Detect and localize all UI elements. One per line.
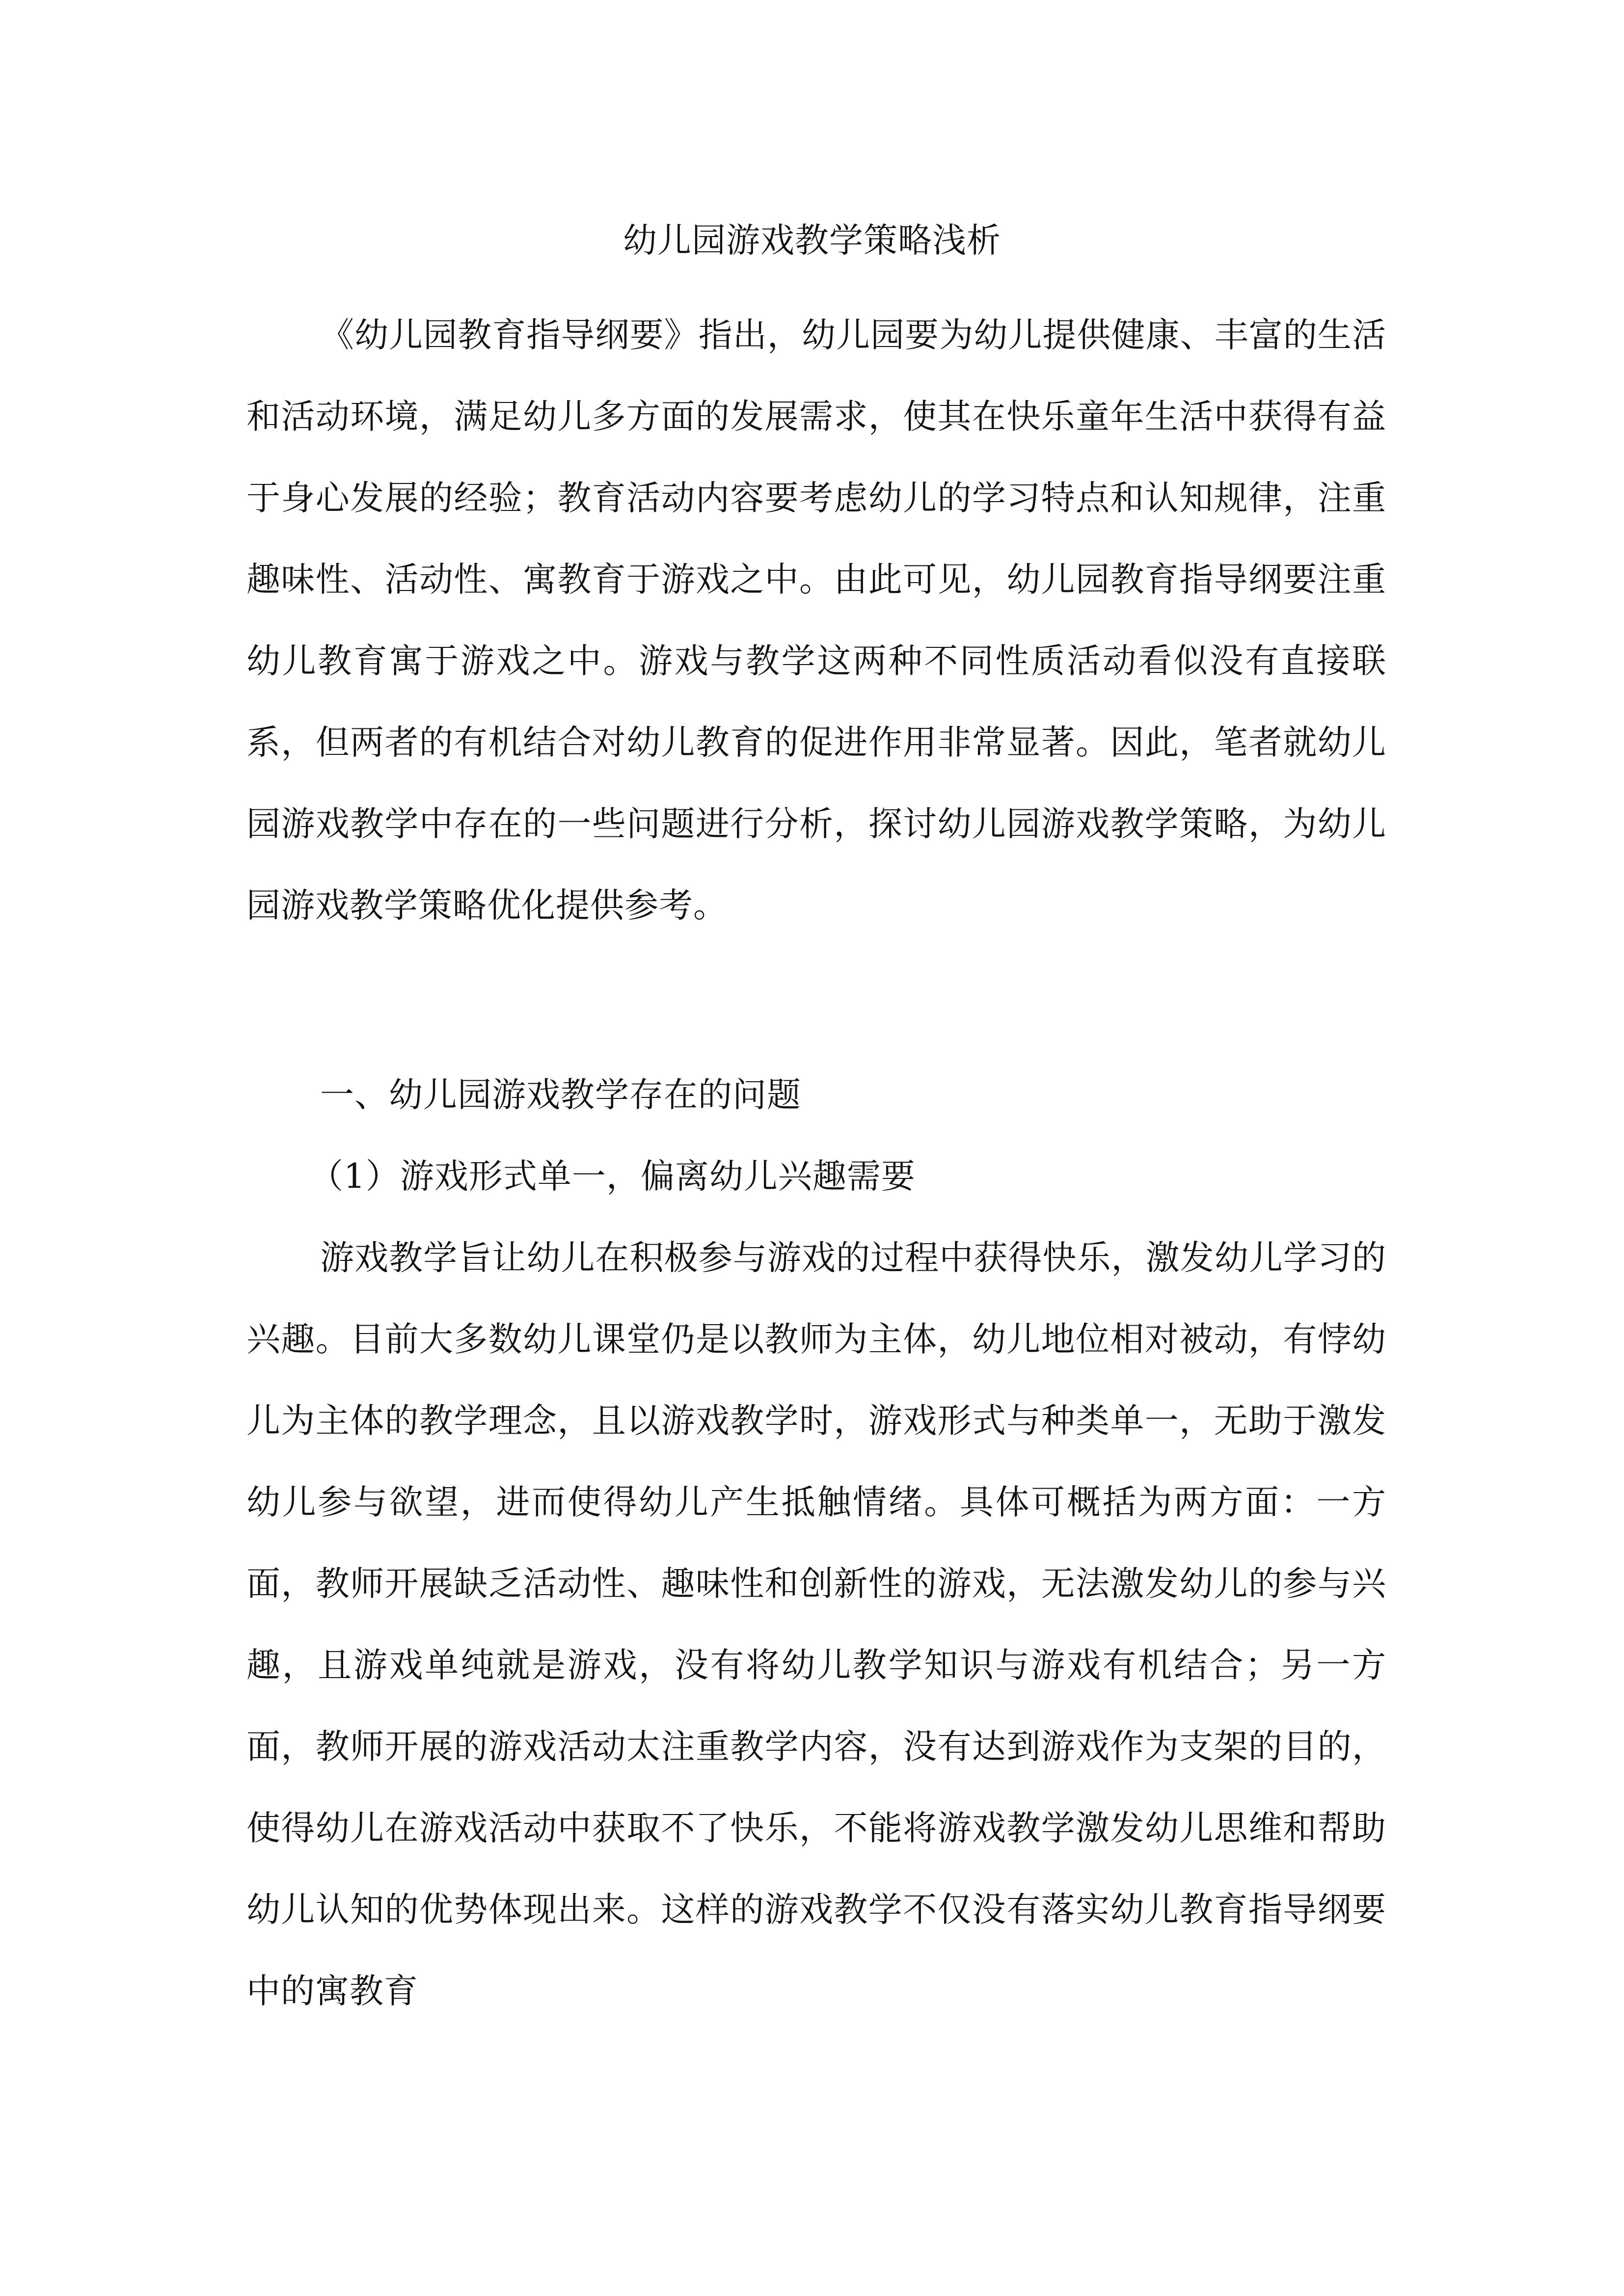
body-paragraph: 游戏教学旨让幼儿在积极参与游戏的过程中获得快乐，激发幼儿学习的兴趣。目前大多数幼儿课堂仍是以教师为主体，幼儿地位相对被动，有悖幼儿为主体的教学理念，且以游戏教学时，游戏形式与种类单一，无助于激发幼儿参与欲望，进而使得幼儿产生抵触情绪。具体可概括为两方面：一方面，教师开展缺乏活动性、趣味性和创新性的游戏，无法激发幼儿的参与兴趣，且游戏单纯就是游戏，没有将幼儿教学知识与游戏有机结合；另一方面，教师开展的游戏活动太注重教学内容，没有达到游戏作为支架的目的，使得幼儿在游戏活动中获取不了快乐，不能将游戏教学激发幼儿思维和帮助幼儿认知的优势体现出来。这样的游戏教学不仅没有落实幼儿教育指导纲要中的寓教育 bbox=[246, 1238, 1386, 2011]
section-heading: 一、幼儿园游戏教学存在的问题 bbox=[320, 1075, 801, 1115]
intro-paragraph: 《幼儿园教育指导纲要》指出，幼儿园要为幼儿提供健康、丰富的生活和活动环境，满足幼儿多方面的发展需求，使其在快乐童年生活中获得有益于身心发展的经验；教育活动内容要考虑幼儿的学习特点和认知规律，注重趣味性、活动性、寓教育于游戏之中。由此可见，幼儿园教育指导纲要注重幼儿教育寓于游戏之中。游戏与教学这两种不同性质活动看似没有直接联系，但两者的有机结合对幼儿教育的促进作用非常显著。因此，笔者就幼儿园游戏教学中存在的一些问题进行分析，探讨幼儿园游戏教学策略，为幼儿园游戏教学策略优化提供参考。 bbox=[246, 316, 1386, 925]
subsection-heading: （1）游戏形式单一，偏离幼儿兴趣需要 bbox=[309, 1157, 916, 1196]
document-title: 幼儿园游戏教学策略浅析 bbox=[623, 221, 1001, 260]
